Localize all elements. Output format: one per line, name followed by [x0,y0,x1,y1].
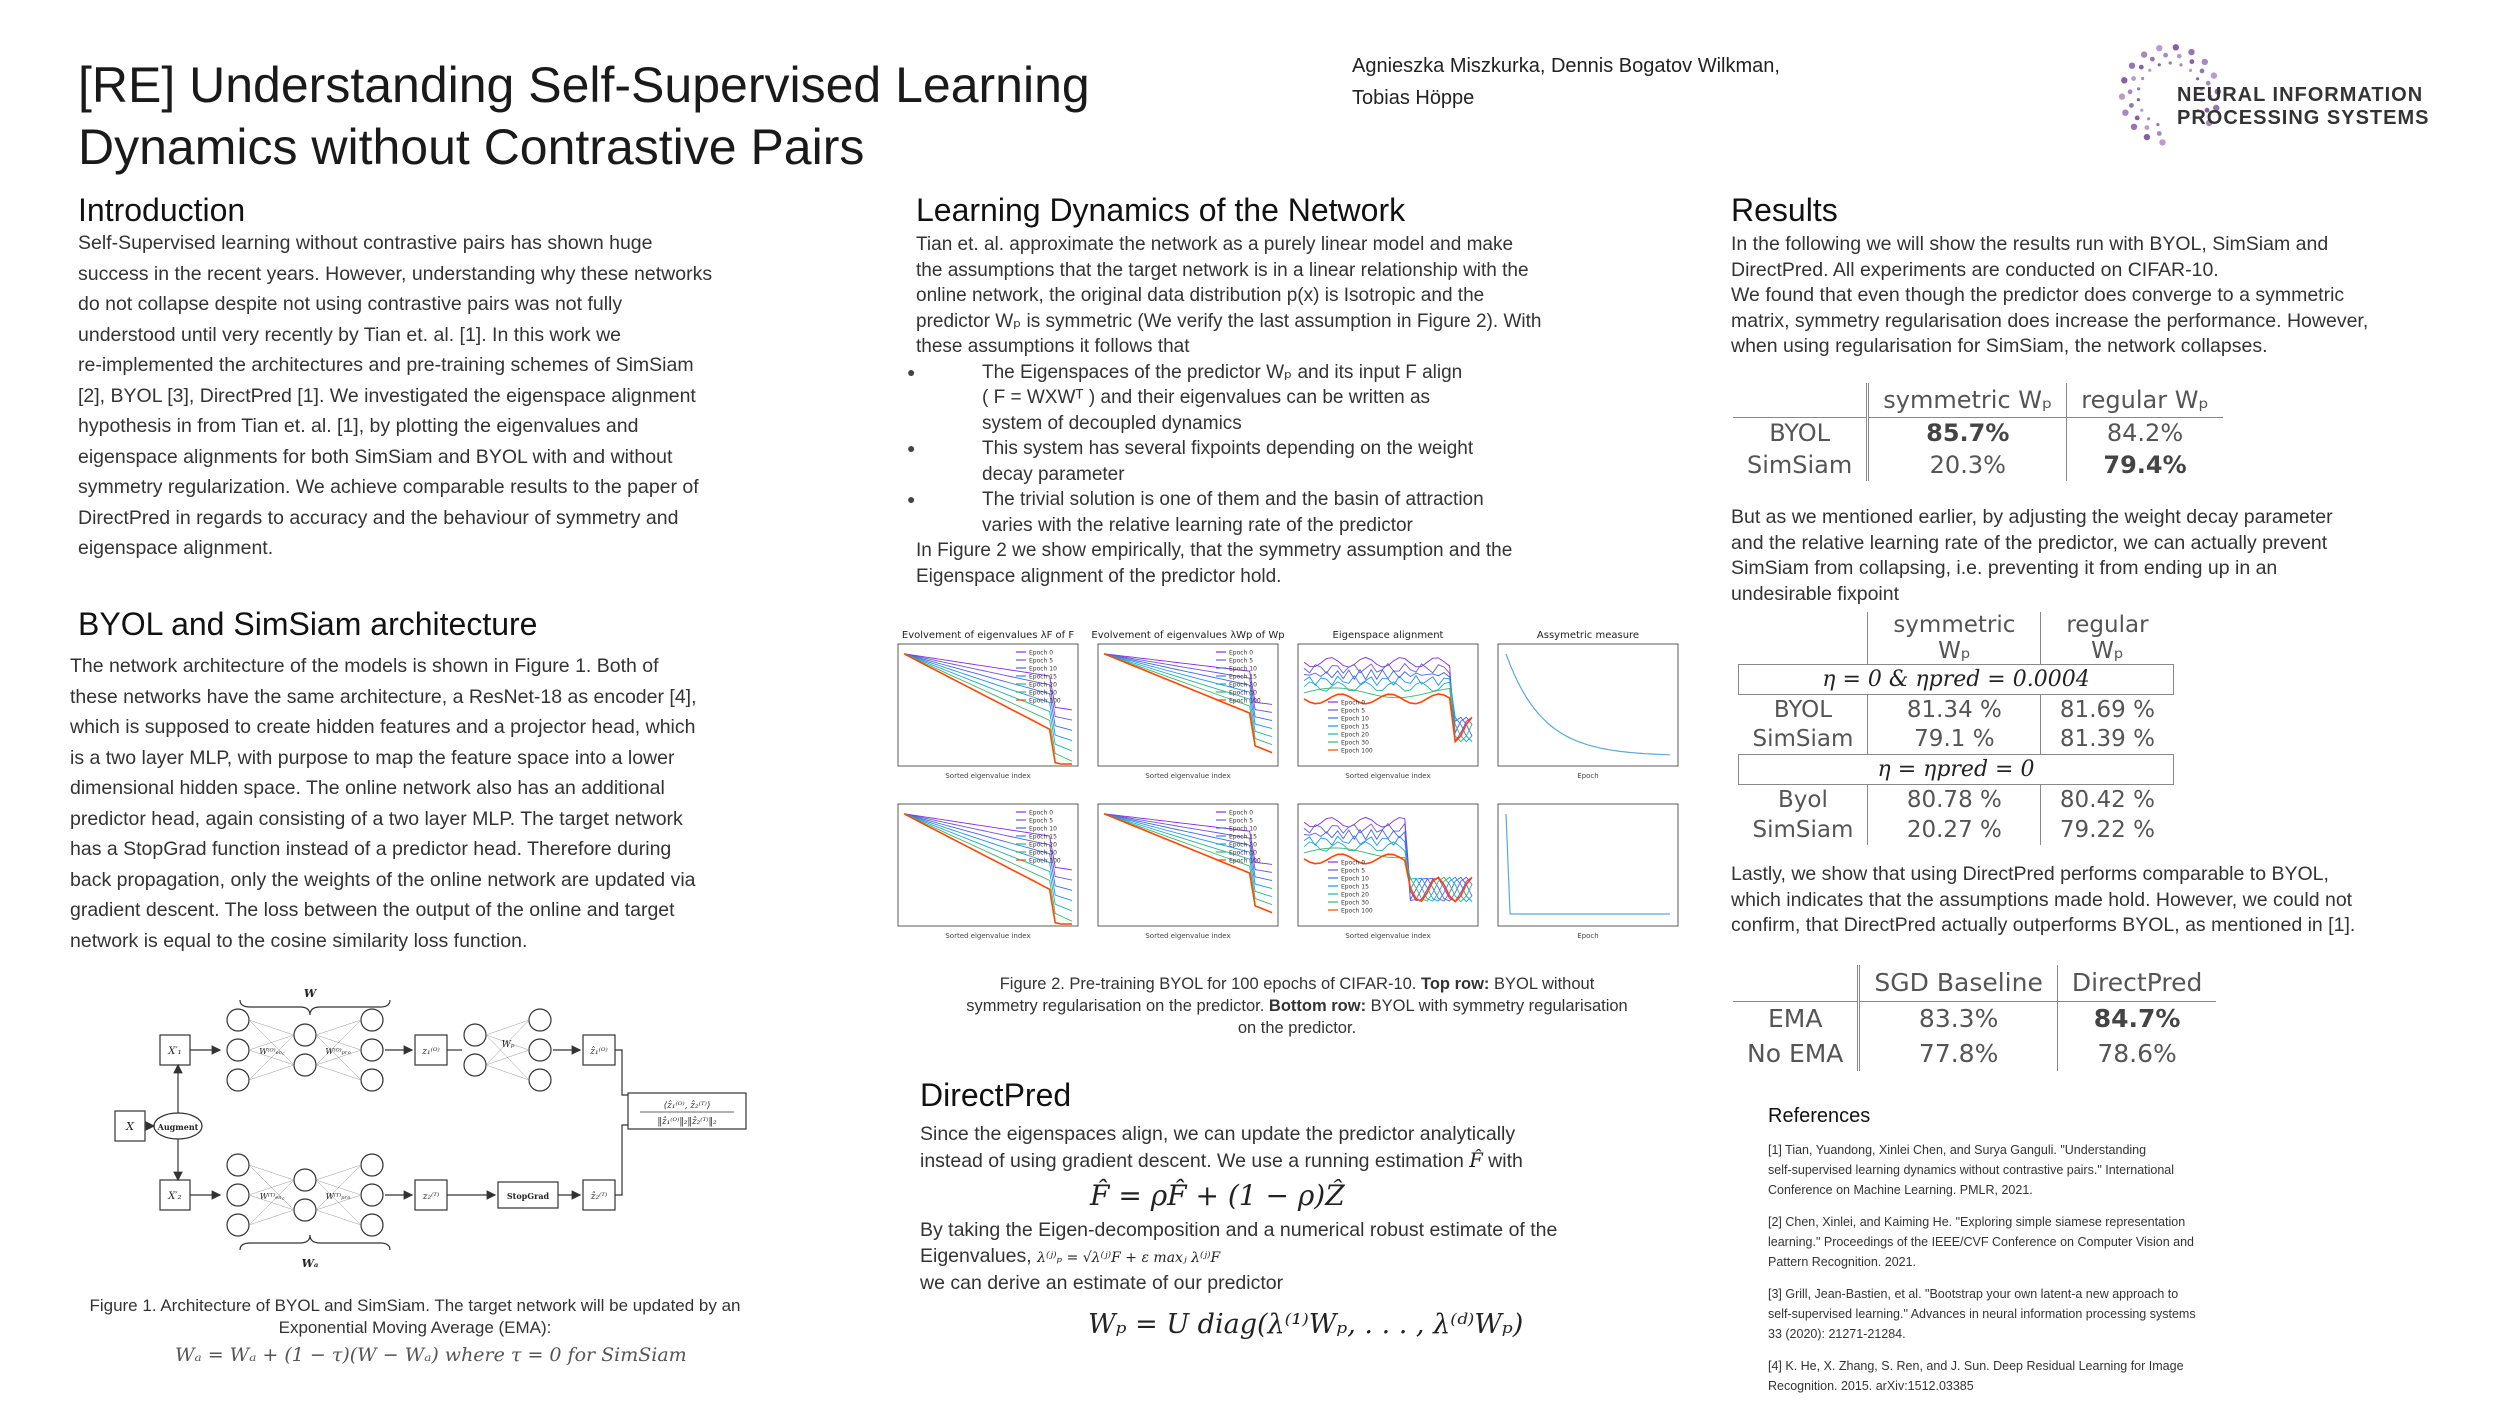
legend-entry: Epoch 0 [1229,809,1254,817]
logo-dot [2179,63,2182,66]
dynamics-line: online network, the original data distribution p(x) is Isotropic and the [916,285,1485,306]
reference-item [1768,1140,2328,1200]
results-table-symmetry [1733,383,2223,481]
figure-2-panel-xlabel: Sorted eigenvalue index [1345,772,1431,780]
results-line: Lastly, we show that using DirectPred performs comparable to BYOL, [1731,863,2329,885]
ema-formula: Wₐ = Wₐ + (1 − τ)(W − Wₐ) where τ = 0 for SimSiam [175,1344,687,1366]
table1-row-simsiam: SimSiam [1733,449,1868,481]
legend-entry: Epoch 5 [1229,657,1254,665]
results-line: But as we mentioned earlier, by adjusting the weight decay parameter [1731,506,2333,528]
assumption-bullet-line: varies with the relative learning rate of the predictor [982,514,1413,536]
reference-line: Pattern Recognition. 2021. [1768,1255,1917,1269]
diagram-wp: Wₚ [501,1040,515,1050]
poster-title [78,54,1278,178]
figure-2-caption-part-1: Figure 2. Pre-training BYOL for 100 epochs of CIFAR-10. [999,975,1421,993]
legend-entry: Epoch 15 [1229,673,1257,681]
table2-g1-simsiam-regular: 81.39 % [2059,726,2155,753]
reference-line: 33 (2020): 21271-21284. [1768,1327,1906,1341]
table2-group-1: η = 0 & ηpred = 0.0004 [1739,665,2174,695]
legend-entry: Epoch 100 [1029,857,1061,865]
introduction-line: eigenspace alignment. [78,537,274,559]
table2-g1-byol-regular: 81.69 % [2059,696,2155,723]
introduction-line: DirectPred in regards to accuracy and the behaviour of symmetry and [78,506,679,529]
table2-g2-row-simsiam: SimSiam [1739,815,1868,845]
table2-g1-byol-symmetric: 81.34 % [1868,695,2041,725]
legend-entry: Epoch 5 [1029,657,1054,665]
architecture-diagram [110,985,750,1275]
results-line: matrix, symmetry regularisation does increase the performance. However, [1731,309,2369,332]
logo-line-1: NEURAL INFORMATION [2177,84,2424,106]
legend-entry: Epoch 5 [1029,817,1054,825]
logo-dot [2158,63,2161,66]
directpred-fhat: F̂ [1469,1148,1483,1172]
table3-ema-sgd: 83.3% [1918,1004,1999,1034]
diagram-z2-bot: z₂⁽ᵀ⁾ [422,1192,440,1202]
architecture-line: which is supposed to create hidden features and a projector head, which [70,716,696,738]
legend-entry: Epoch 10 [1229,665,1257,673]
figure-1-caption [60,1295,770,1339]
logo-dot [2202,59,2208,65]
table3-ema-directpred: 84.7% [2057,1001,2216,1036]
references-list [1768,1140,2328,1408]
architecture-heading: BYOL and SimSiam architecture [78,606,538,642]
reference-item [1768,1284,2328,1344]
results-line: DirectPred. All experiments are conducted on CIFAR-10. [1731,258,2219,281]
diagram-augment: Augment [157,1122,199,1132]
legend-entry: Epoch 0 [1029,809,1054,817]
logo-dot [2188,49,2194,55]
results-heading: Results [1731,192,1838,228]
diagram-z2-out: ẑ₂⁽ᵀ⁾ [590,1192,608,1202]
logo-dot [2129,103,2134,108]
table1-simsiam-regular: 79.4% [2067,449,2223,481]
table3-header-directpred: DirectPred [2057,965,2216,1001]
logo-dot [2156,45,2162,51]
legend-entry: Epoch 20 [1229,841,1257,849]
authors-line-2: Tobias Höppe [1352,87,1475,109]
logo-dot [2156,123,2159,126]
logo-dot [2128,89,2133,94]
table2-g2-simsiam-symmetric: 20.27 % [1868,815,2041,845]
assumption-bullet-line: ● This system has several fixpoints depending on the weight [982,438,1474,459]
figure-2-panel [1298,804,1478,940]
legend-entry: Epoch 0 [1341,699,1366,707]
logo-dot [2141,77,2144,80]
legend-entry: Epoch 100 [1229,857,1261,865]
reference-line: Recognition. 2015. arXiv:1512.03385 [1768,1379,1974,1393]
neurips-logo [2115,40,2455,150]
legend-entry: Epoch 100 [1229,697,1261,705]
figure-2-panel-title: Evolvement of eigenvalues λWp of Wp [1091,630,1285,641]
diagram-loss-denominator: ‖ẑ₁⁽ᴼ⁾‖₂‖ẑ₂⁽ᵀ⁾‖₂ [657,1117,717,1127]
diagram-w-bottom: Wₐ [301,1257,319,1270]
table3-header-sgd: SGD Baseline [1859,965,2057,1001]
directpred-line-2a: instead of using gradient descent. We use a running estimation [920,1149,1470,1172]
figure-1-diagram [110,985,750,1275]
table2-group-2: η = ηpred = 0 [1739,755,2174,785]
architecture-line: has a StopGrad function instead of a predictor head. Therefore during [70,838,672,860]
logo-dot [2200,69,2205,74]
authors [1352,50,1872,114]
figure-2-panel [1091,630,1284,780]
figure-2 [880,622,1670,940]
legend-entry: Epoch 100 [1341,907,1373,915]
dynamics-line: Tian et. al. approximate the network as a purely linear model and make [916,234,1514,255]
logo-dot [2119,93,2125,99]
introduction-line: symmetry regularization. We achieve comparable results to the paper of [78,476,699,498]
diagram-z1-out: ẑ₁⁽ᴼ⁾ [590,1047,608,1057]
table2-g1-row-byol: BYOL [1739,695,1868,725]
reference-line: [1] Tian, Yuandong, Xinlei Chen, and Surya Ganguli. "Understanding [1768,1143,2147,1157]
logo-dot [2173,44,2179,50]
directpred-line-2c: with [1482,1149,1523,1172]
dynamics-line: predictor Wₚ is symmetric (We verify the last assumption in Figure 2). With [916,310,1542,332]
directpred-line-1: Since the eigenspaces align, we can update the predictor analytically [920,1123,1516,1145]
predictor-estimate-formula: Wₚ = U diag(λ⁽¹⁾Wₚ, . . . , λ⁽ᵈ⁾Wₚ) [1088,1308,1524,1340]
figure-2-panel-xlabel: Sorted eigenvalue index [1345,932,1431,940]
logo-dot [2140,109,2143,112]
diagram-w-pro-top: W⁽ᴼ⁾ₚᵣₒ [325,1047,351,1056]
legend-entry: Epoch 15 [1341,723,1369,731]
diagram-w-pro-bot: W⁽ᵀ⁾ₚᵣₒ [325,1192,351,1201]
legend-entry: Epoch 30 [1341,739,1369,747]
reference-line: self-supervised learning." Advances in neural information processing systems [1768,1307,2196,1321]
table2-header-symmetric: symmetric Wₚ [1868,612,2041,665]
legend-entry: Epoch 15 [1029,833,1057,841]
reference-line: [3] Grill, Jean-Bastien, et al. "Bootstrap your own latent-a new approach to [1768,1287,2179,1301]
assumption-bullet [854,436,1676,487]
legend-entry: Epoch 20 [1341,891,1369,899]
legend-entry: Epoch 5 [1341,867,1366,875]
results-line: SimSiam from collapsing, i.e. preventing it from ending up in an [1731,557,2278,579]
legend-entry: Epoch 20 [1029,841,1057,849]
assumption-bullet-line: ● The Eigenspaces of the predictor Wₚ and its input F align [982,361,1463,383]
logo-dot [2137,87,2140,90]
legend-entry: Epoch 10 [1341,715,1369,723]
figure-1-caption-line-2: Exponential Moving Average (EMA): [278,1318,552,1337]
architecture-line: The network architecture of the models is shown in Figure 1. Both of [70,655,659,677]
running-estimate-formula: F̂ = ρF̂ + (1 − ρ)Ẑ [1090,1179,1345,1212]
legend-entry: Epoch 10 [1029,825,1057,833]
figure-2-bottom-row-label: Bottom row: [1268,997,1367,1015]
architecture-line: predictor head, again consisting of a two layer MLP. The target network [70,807,683,830]
legend-entry: Epoch 30 [1229,689,1257,697]
introduction-line: Self-Supervised learning without contrastive pairs has shown huge [78,232,653,254]
figure-2-panel-xlabel: Epoch [1577,772,1599,780]
diagram-x: X [126,1120,134,1133]
legend-entry: Epoch 30 [1029,849,1057,857]
table2-g1-simsiam-symmetric: 79.1 % [1868,725,2041,755]
figure-2-panel-xlabel: Sorted eigenvalue index [945,932,1031,940]
table2-g1-row-simsiam: SimSiam [1739,725,1868,755]
table1-header-regular: regular Wₚ [2067,383,2223,417]
diagram-w-top: W [303,987,317,1000]
figure-2-panel [1498,630,1678,780]
directpred-line-4a: Eigenvalues, [920,1244,1038,1267]
figure-1-caption-line-1: Figure 1. Architecture of BYOL and SimSiam. The target network will be updated by an [89,1296,741,1315]
logo-dot [2131,124,2137,130]
table3-row-ema: EMA [1733,1001,1859,1036]
table1-row-byol: BYOL [1733,417,1868,449]
reference-line: self-supervised learning dynamics without contrastive pairs." International [1768,1163,2175,1177]
table2-g2-simsiam-regular: 79.22 % [2059,816,2155,843]
introduction-line: hypothesis in from Tian et. al. [1], by plotting the eigenvalues and [78,415,639,437]
results-line: which indicates that the assumptions made hold. However, we could not [1731,888,2353,911]
architecture-text [70,651,790,956]
logo-line-2: PROCESSING SYSTEMS [2177,107,2430,129]
table2-g2-byol-regular: 80.42 % [2059,786,2155,813]
logo-dot [2122,110,2128,116]
dynamics-text [916,232,1676,589]
diagram-loss-numerator: ⟨ẑ₁⁽ᴼ⁾, ẑ₂⁽ᵀ⁾⟩ [663,1101,711,1111]
table3-no-ema-directpred: 78.6% [2057,1036,2216,1071]
figure-2-caption-part-2: BYOL without [1489,975,1595,993]
legend-entry: Epoch 10 [1341,875,1369,883]
diagram-x2: X′₂ [168,1191,182,1202]
logo-dot [2141,51,2147,57]
logo-dot [2145,125,2150,130]
legend-entry: Epoch 5 [1341,707,1366,715]
results-text-1 [1731,232,2451,360]
legend-entry: Epoch 20 [1229,681,1257,689]
logo-dot [2147,117,2150,120]
authors-line-1: Agnieszka Miszkurka, Dennis Bogatov Wilkman, [1352,55,1780,77]
assumption-bullet-line: system of decoupled dynamics [982,412,1242,434]
legend-entry: Epoch 15 [1229,833,1257,841]
reference-item [1768,1212,2328,1272]
assumption-bullet-line: ● The trivial solution is one of them and the basin of attraction [982,489,1484,510]
reference-line: [2] Chen, Xinlei, and Kaiming He. "Exploring simple siamese representation [1768,1215,2186,1229]
figure-2-plots [880,622,1670,940]
directpred-line-3: By taking the Eigen-decomposition and a numerical robust estimate of the [920,1219,1558,1241]
figure-2-panel [898,804,1078,940]
results-table-directpred [1733,965,2216,1071]
logo-dot [2148,69,2151,72]
results-line: We found that even though the predictor does converge to a symmetric [1731,284,2345,306]
dynamics-line: these assumptions it follows that [916,336,1190,357]
reference-line: Conference on Machine Learning. PMLR, 2021. [1768,1183,2033,1197]
directpred-text [920,1122,1680,1353]
architecture-line: dimensional hidden space. The online network also has an additional [70,777,665,799]
architecture-line: these networks have the same architecture, a ResNet-18 as encoder [4], [70,685,697,708]
logo-dot [2144,134,2150,140]
figure-2-top-row-label: Top row: [1420,975,1490,993]
figure-2-panel-xlabel: Sorted eigenvalue index [1145,772,1231,780]
legend-entry: Epoch 30 [1229,849,1257,857]
title-line-1: [RE] Understanding Self-Supervised Learning [78,57,1090,113]
legend-entry: Epoch 15 [1341,883,1369,891]
legend-entry: Epoch 0 [1029,649,1054,657]
title-line-2: Dynamics without Contrastive Pairs [78,119,865,175]
logo-dot [2169,61,2172,64]
figure-2-panel-xlabel: Sorted eigenvalue index [1145,932,1231,940]
figure-2-panel-title: Evolvement of eigenvalues λF of F [901,630,1075,641]
eigenvalue-estimate-formula: λ⁽ʲ⁾ₚ = √λ⁽ʲ⁾F + ε maxⱼ λ⁽ʲ⁾F [1037,1249,1221,1266]
figure-2-caption [922,973,1672,1039]
logo-dot [2190,59,2195,64]
figure-2-panel-title: Assymetric measure [1536,630,1640,641]
assumption-bullet-line: decay parameter [982,463,1125,485]
table1-header-symmetric: symmetric Wₚ [1868,383,2067,417]
legend-entry: Epoch 0 [1229,649,1254,657]
assumption-bullet [854,487,1676,538]
results-table-fixpoint [1738,612,2174,845]
introduction-line: understood until very recently by Tian et. al. [1]. In this work we [78,323,622,346]
logo-dot [2177,54,2182,59]
figure-2-panel [898,630,1078,780]
legend-entry: Epoch 30 [1341,899,1369,907]
architecture-line: back propagation, only the weights of the online network are updated via [70,868,696,891]
legend-entry: Epoch 100 [1029,697,1061,705]
assumption-bullet [854,360,1676,437]
dynamics-line: In Figure 2 we show empirically, that the symmetry assumption and the [916,540,1513,561]
table3-no-ema-sgd: 77.8% [1918,1039,1999,1068]
introduction-line: success in the recent years. However, understanding why these networks [78,262,713,285]
logo-dot [2137,98,2140,101]
logo-dot [2159,139,2165,145]
legend-entry: Epoch 20 [1341,731,1369,739]
references-heading: References [1768,1105,1871,1127]
legend-entry: Epoch 20 [1029,681,1057,689]
legend-entry: Epoch 30 [1029,689,1057,697]
logo-dot [2163,53,2168,58]
dynamics-line: Eigenspace alignment of the predictor hold. [916,565,1282,587]
legend-entry: Epoch 10 [1229,825,1257,833]
results-text-2 [1731,505,2451,607]
logo-dot [2129,63,2135,69]
assumption-bullet-line: ( F = WXWᵀ ) and their eigenvalues can be written as [982,387,1431,408]
figure-2-panel-xlabel: Sorted eigenvalue index [945,772,1031,780]
figure-2-caption-part-3: symmetry regularisation on the predictor. [966,997,1269,1015]
figure-2-panel [1498,804,1678,940]
logo-dot [2150,57,2155,62]
results-line: when using regularisation for SimSiam, the network collapses. [1731,335,2268,357]
figure-2-panel [1298,630,1478,780]
results-line: In the following we will show the results run with BYOL, SimSiam and [1731,233,2329,255]
introduction-line: eigenspace alignments for both SimSiam and BYOL with and without [78,445,673,468]
dynamics-line: the assumptions that the target network is in a linear relationship with the [916,259,1529,281]
diagram-stopgrad: StopGrad [506,1191,550,1201]
introduction-heading: Introduction [78,192,246,228]
logo-dot [2121,77,2127,83]
diagram-w-enc-bot: W⁽ᵀ⁾ₑₙ꜀ [259,1192,285,1201]
table1-simsiam-symmetric: 20.3% [1929,451,2006,479]
figure-2-panel-xlabel: Epoch [1577,932,1599,940]
table2-header-regular: regular Wₚ [2066,612,2149,664]
diagram-w-enc-top: W⁽ᴼ⁾ₑₙ꜀ [259,1047,285,1056]
reference-line: learning." Proceedings of the IEEE/CVF Conference on Computer Vision and [1768,1235,2194,1249]
results-line: and the relative learning rate of the predictor, we can actually prevent [1731,531,2328,554]
table1-byol-regular: 84.2% [2067,417,2223,449]
architecture-line: gradient descent. The loss between the output of the online and target [70,899,675,921]
results-line: confirm, that DirectPred actually outperforms BYOL, as mentioned in [1]. [1731,914,2356,936]
table1-byol-symmetric: 85.7% [1926,419,2010,448]
table2-g2-byol-symmetric: 80.78 % [1868,785,2041,815]
results-line: undesirable fixpoint [1731,582,1900,605]
legend-entry: Epoch 10 [1029,665,1057,673]
reference-line: [4] K. He, X. Zhang, S. Ren, and J. Sun. Deep Residual Learning for Image [1768,1359,2184,1373]
introduction-line: do not collapse despite not using contrastive pairs was not fully [78,293,623,315]
introduction-line: [2], BYOL [3], DirectPred [1]. We investigated the eigenspace alignment [78,384,696,407]
dynamics-heading: Learning Dynamics of the Network [916,192,1406,228]
logo-dot [2189,69,2192,72]
introduction-line: re-implemented the architectures and pre-training schemes of SimSiam [78,354,694,376]
legend-entry: Epoch 0 [1341,859,1366,867]
logo-dot [2131,76,2136,81]
diagram-z1-top: z₁⁽ᴼ⁾ [422,1047,440,1057]
architecture-line: is a two layer MLP, with purpose to map the feature space into a lower [70,746,675,769]
table3-row-no-ema: No EMA [1733,1036,1859,1071]
table2-g2-row-byol: Byol [1739,785,1868,815]
architecture-line: network is equal to the cosine similarity loss function. [70,929,528,952]
legend-entry: Epoch 5 [1229,817,1254,825]
reference-item [1768,1356,2328,1396]
logo-dot [2139,65,2144,70]
figure-2-panel [1098,804,1278,940]
logo-dot [2196,77,2199,80]
logo-dot [2135,116,2140,121]
figure-2-caption-part-4: BYOL with symmetry regularisation [1366,997,1628,1015]
figure-2-panel-title: Eigenspace alignment [1332,630,1444,641]
results-text-3 [1731,862,2451,939]
diagram-x1: X′₁ [168,1046,182,1057]
logo-dot [2157,131,2162,136]
directpred-line-5: we can derive an estimate of our predictor [920,1272,1284,1294]
legend-entry: Epoch 100 [1341,747,1373,755]
directpred-heading: DirectPred [920,1077,1072,1113]
introduction-text [78,228,798,564]
logo-dot [2211,72,2217,78]
legend-entry: Epoch 15 [1029,673,1057,681]
figure-2-caption-part-5: on the predictor. [1237,1019,1357,1037]
